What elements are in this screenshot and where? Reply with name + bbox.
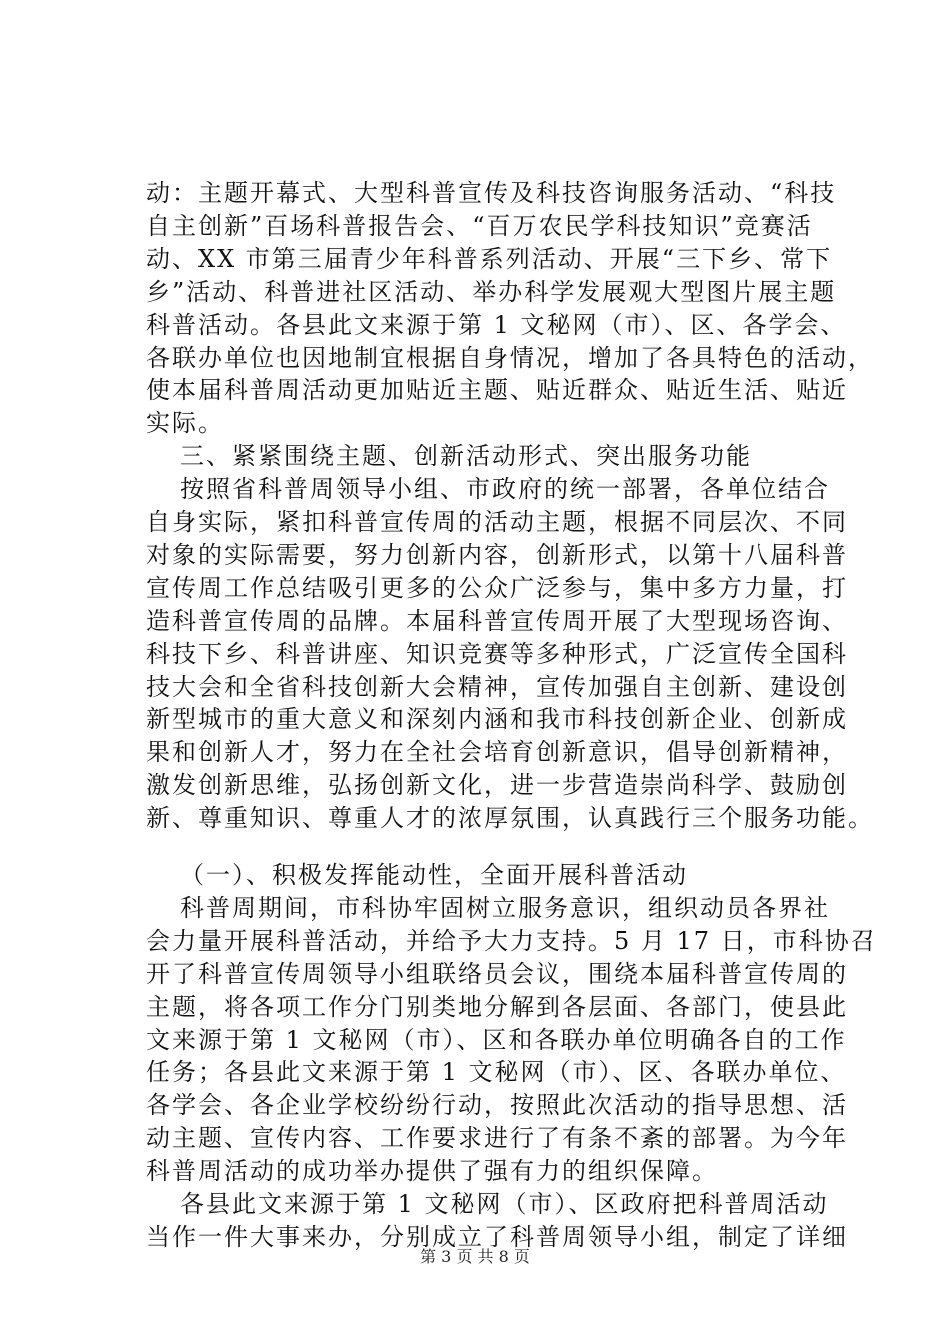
body-text-line: 动：主题开幕式、大型科普宣传及科技咨询服务活动、“科技 xyxy=(146,179,837,207)
body-text-line: 造科普宣传周的品牌。本届科普宣传周开展了大型现场咨询、 xyxy=(146,607,848,635)
page-number-footer: 第 3 页 共 8 页 xyxy=(420,1247,530,1266)
paragraph-first-line: 按照省科普周领导小组、市政府的统一部署，各单位结合 xyxy=(180,475,830,503)
subsection-heading: （一）、积极发挥能动性，全面开展科普活动 xyxy=(180,861,688,889)
body-text-line: 会力量开展科普活动，并给予大力支持。5 月 17 日，市科协召 xyxy=(146,927,877,955)
body-text-line: 使本届科普周活动更加贴近主题、贴近群众、贴近生活、贴近 xyxy=(146,376,848,404)
body-text-line: 科普活动。各县此文来源于第 1 文秘网（市）、区、各学会、 xyxy=(146,311,847,339)
paragraph-first-line: 各县此文来源于第 1 文秘网（市）、区政府把科普周活动 xyxy=(180,1190,829,1218)
body-text-line: 开了科普宣传周领导小组联络员会议，围绕本届科普宣传周的 xyxy=(146,960,848,988)
body-text-line: 动主题、宣传内容、工作要求进行了有条不紊的部署。为今年 xyxy=(146,1124,848,1152)
body-text-line: 任务；各县此文来源于第 1 文秘网（市）、区、各联办单位、 xyxy=(146,1058,847,1086)
body-text-line: 科技下乡、科普讲座、知识竞赛等多种形式，广泛宣传全国科 xyxy=(146,640,848,668)
body-text-line: 当作一件大事来办，分别成立了科普周领导小组，制定了详细 xyxy=(146,1223,848,1251)
body-text-line: 新、尊重知识、尊重人才的浓厚氛围，认真践行三个服务功能。 xyxy=(146,804,874,832)
body-text-line: 主题，将各项工作分门别类地分解到各层面、各部门，使县此 xyxy=(146,993,848,1021)
body-text-line: 自身实际，紧扣科普宣传周的活动主题，根据不同层次、不同 xyxy=(146,508,848,536)
body-text-line: 宣传周工作总结吸引更多的公众广泛参与，集中多方力量，打 xyxy=(146,574,848,602)
body-text-line: 技大会和全省科技创新大会精神，宣传加强自主创新、建设创 xyxy=(146,673,848,701)
body-text-line: 激发创新思维，弘扬创新文化，进一步营造崇尚科学、鼓励创 xyxy=(146,771,848,799)
body-text-line: 实际。 xyxy=(146,409,224,437)
body-text-line: 新型城市的重大意义和深刻内涵和我市科技创新企业、创新成 xyxy=(146,705,848,733)
body-text-line: 各联办单位也因地制宜根据自身情况，增加了各具特色的活动， xyxy=(146,344,874,372)
body-text-line: 乡”活动、科普进社区活动、举办科学发展观大型图片展主题 xyxy=(146,278,837,306)
body-text-line: 果和创新人才，努力在全社会培育创新意识，倡导创新精神， xyxy=(146,738,848,766)
body-text-line: 对象的实际需要，努力创新内容，创新形式，以第十八届科普 xyxy=(146,541,848,569)
body-text-line: 文来源于第 1 文秘网（市）、区和各联办单位明确各自的工作 xyxy=(146,1026,847,1054)
body-text-line: 自主创新”百场科普报告会、“百万农民学科技知识”竞赛活 xyxy=(146,212,813,240)
body-text-line: 科普周活动的成功举办提供了强有力的组织保障。 xyxy=(146,1157,718,1185)
body-text-line: 各学会、各企业学校纷纷行动，按照此次活动的指导思想、活 xyxy=(146,1091,848,1119)
body-text-line: 动、XX 市第三届青少年科普系列活动、开展“三下乡、常下 xyxy=(146,245,833,273)
section-heading: 三、紧紧围绕主题、创新活动形式、突出服务功能 xyxy=(180,442,752,470)
paragraph-first-line: 科普周期间，市科协牢固树立服务意识，组织动员各界社 xyxy=(180,894,830,922)
